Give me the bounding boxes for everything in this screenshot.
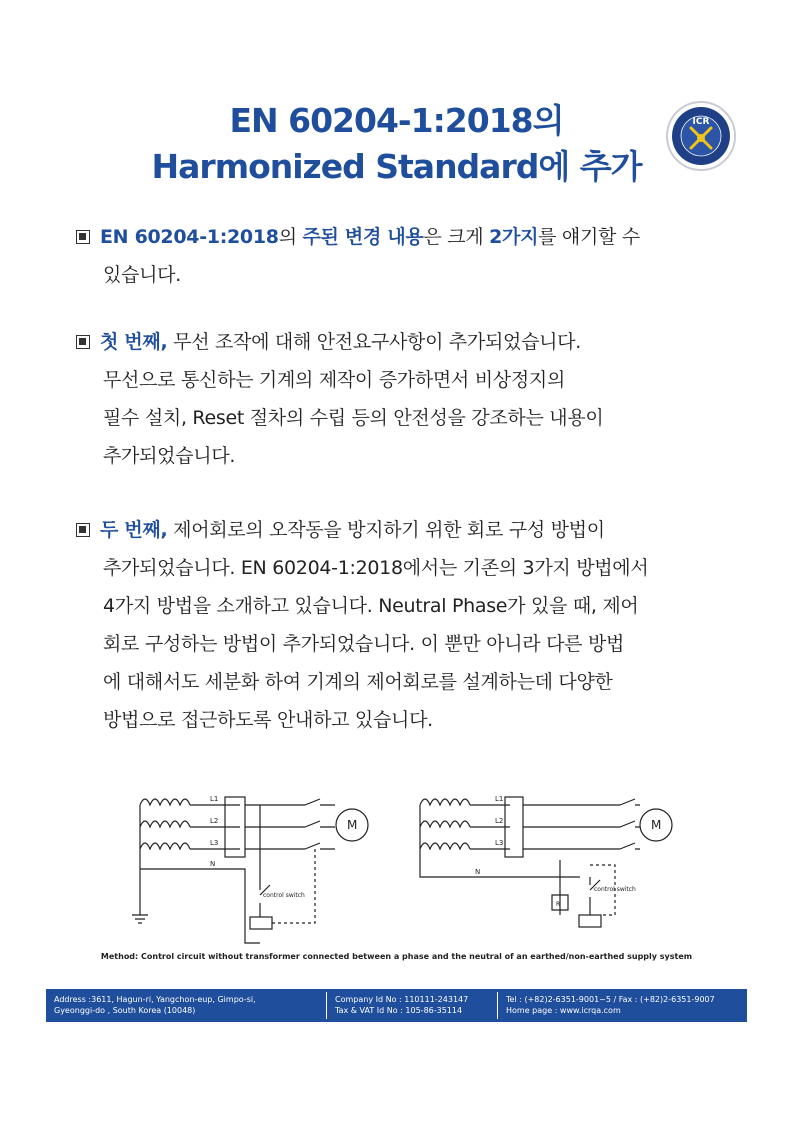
- footer-company-ids: Company Id No : 110111-243147 Tax & VAT Id No : 105-86-35114: [335, 995, 469, 1015]
- svg-text:M: M: [651, 818, 662, 832]
- svg-text:L1: L1: [495, 795, 504, 803]
- svg-text:L3: L3: [210, 839, 219, 847]
- diagram-left: [132, 795, 368, 943]
- svg-text:L2: L2: [495, 817, 504, 825]
- logo-text: ICR: [692, 117, 710, 127]
- diagram-right: [420, 795, 672, 927]
- paragraph-1: EN 60204-1:2018의 주된 변경 내용은 크게 2가지를 얘기할 수 있습니다.: [76, 218, 736, 294]
- svg-text:N: N: [210, 860, 216, 868]
- square-bullet-icon: [76, 335, 90, 349]
- icr-logo: [665, 100, 737, 172]
- svg-text:control switch: control switch: [594, 886, 636, 893]
- title-line-2: Harmonized Standard에 추가: [151, 147, 642, 186]
- svg-text:L1: L1: [210, 795, 219, 803]
- svg-text:M: M: [347, 818, 358, 832]
- square-bullet-icon: [76, 230, 90, 244]
- paragraph-3: 두 번째, 제어회로의 오작동을 방지하기 위한 회로 구성 방법이 추가되었습니다. EN 60204-1:2018에서는 기존의 3가지 방법에서 4가지 방법을 소개하고 있습니다. Neutral Phase가 있을 때, 제어 회로 구성하는 방법이 추가되었습니다. 이 뿐만 아니라 다른 방법 에 대해서도 세분화 하여 기계의 제어회로를 설계하는데 다양한 방법으로 접근하도록 안내하고 있습니다.: [76, 511, 736, 739]
- footer-contact: Tel : (+82)2-6351-9001~5 / Fax : (+82)2-6351-9007 Home page : www.icrqa.com: [506, 995, 715, 1015]
- paragraph-2: 첫 번째, 무선 조작에 대해 안전요구사항이 추가되었습니다. 무선으로 통신하는 기계의 제작이 증가하면서 비상정지의 필수 설치, Reset 절차의 수립 등의 안전성을 강조하는 내용이 추가되었습니다.: [76, 323, 736, 475]
- square-bullet-icon: [76, 523, 90, 537]
- svg-text:R: R: [556, 901, 561, 908]
- svg-text:control switch: control switch: [263, 892, 305, 899]
- svg-text:L3: L3: [495, 839, 504, 847]
- footer-address: Address :3611, Hagun-ri, Yangchon-eup, Gimpo-si, Gyeonggi-do , South Korea (10048): [54, 995, 256, 1015]
- diagram-caption: Method: Control circuit without transformer connected between a phase and the neutral of an earthed/non-earthed supply system: [100, 952, 693, 961]
- para1-line-2: 있습니다.: [103, 264, 181, 286]
- svg-text:L2: L2: [210, 817, 219, 825]
- footer: [46, 989, 747, 1022]
- title-line-1: EN 60204-1:2018의: [229, 101, 564, 140]
- control-circuit-diagram: [120, 785, 700, 960]
- svg-text:N: N: [475, 868, 481, 876]
